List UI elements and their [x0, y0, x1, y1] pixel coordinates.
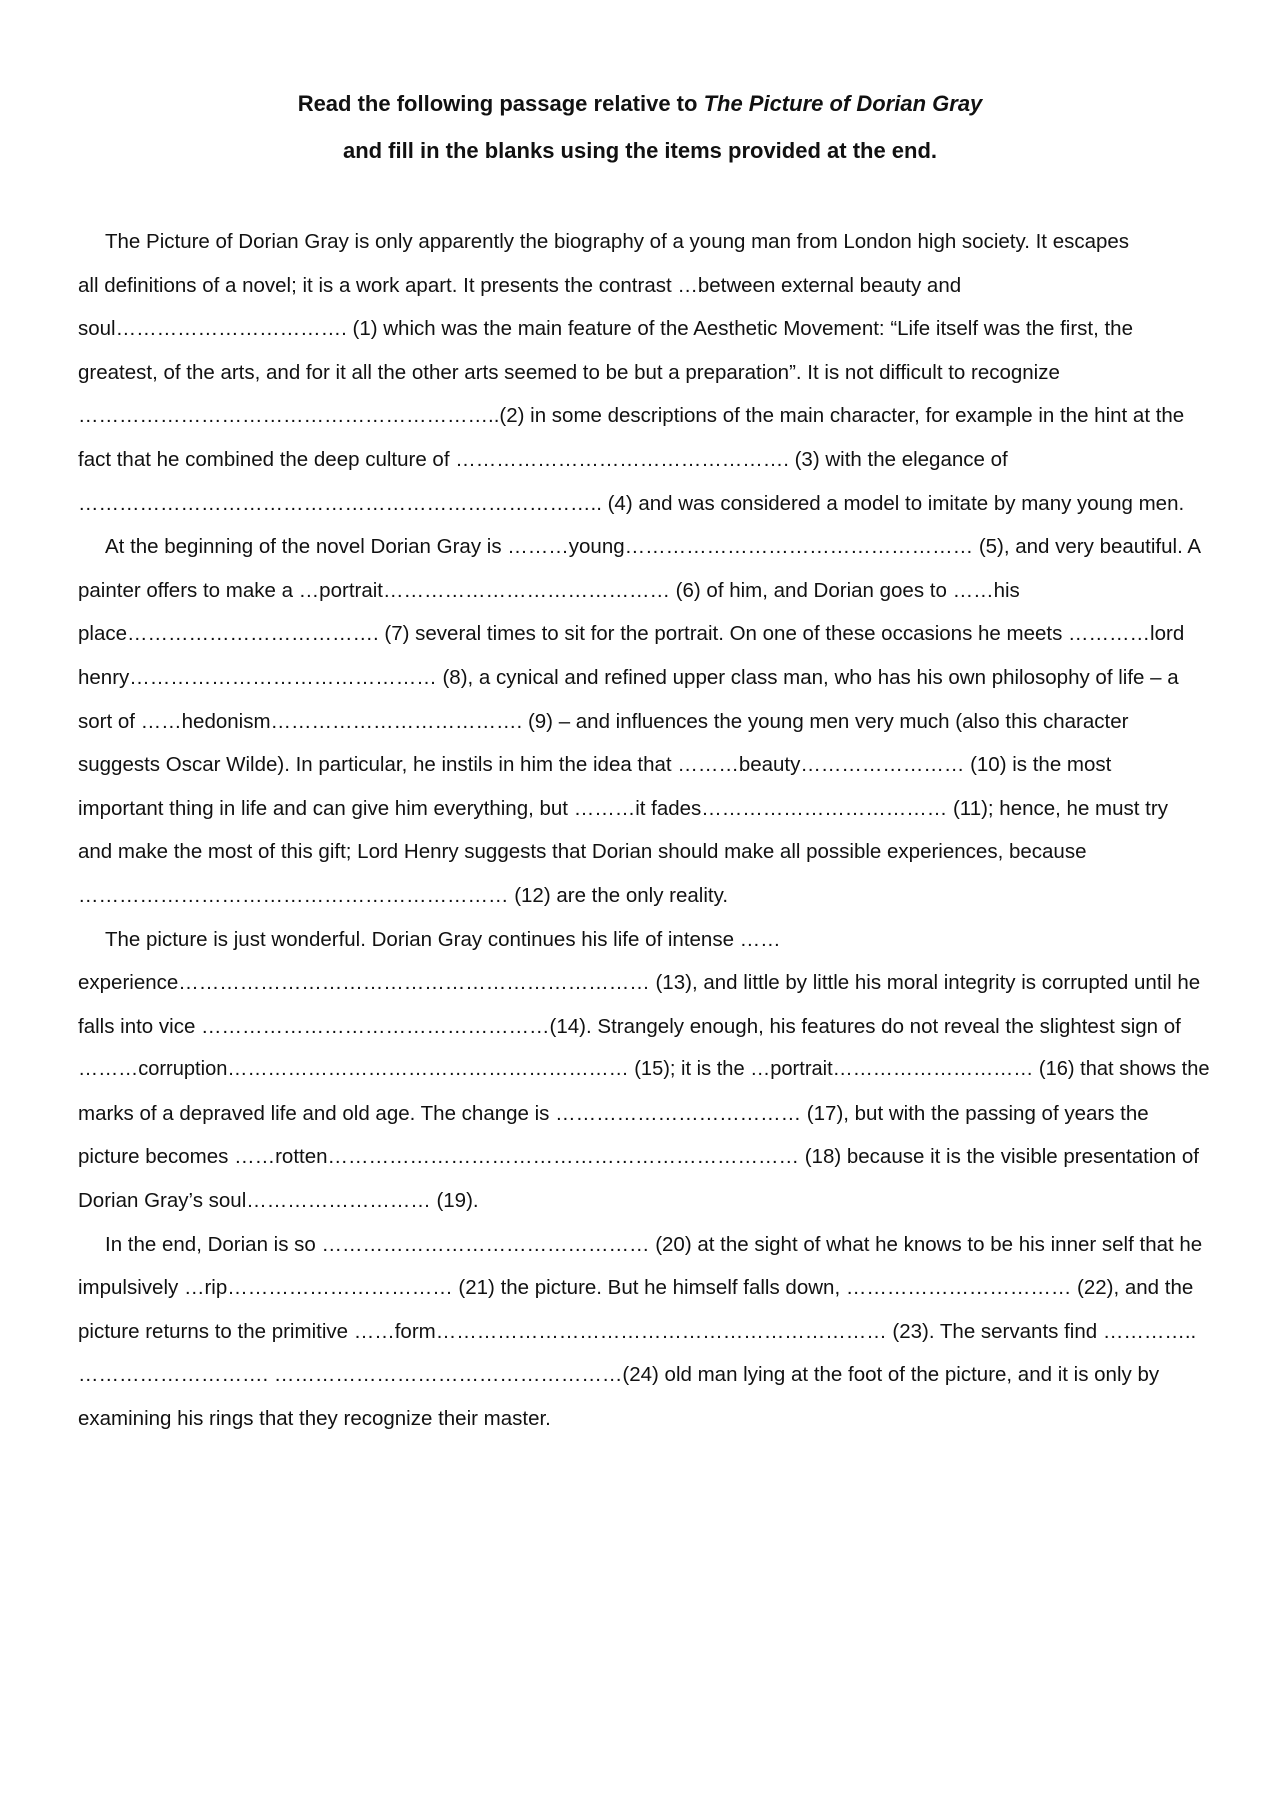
- passage-line: In the end, Dorian is so ………………………………………… (20) at the sight of what he knows to be his inner self that he: [105, 1232, 1203, 1256]
- passage-line: painter offers to make a …portrait…………………………………… (6) of him, and Dorian goes to ……his: [78, 578, 1020, 602]
- passage-line: important thing in life and can give him everything, but ………it fades……………………………… (11); hence, he must try: [78, 796, 1168, 820]
- passage-line: falls into vice ……………………………………………(14). Strangely enough, his features do not reveal the slightest sign of: [78, 1014, 1181, 1038]
- paragraph-1: [78, 220, 1202, 525]
- passage-line: impulsively …rip…………………………… (21) the picture. But he himself falls down, …………………………… (22), and the: [78, 1276, 1194, 1300]
- passage-line: experience…………………………………………………………… (13), and little by little his moral integrity is corrupted until he: [78, 971, 1201, 995]
- passage-line: all definitions of a novel; it is a work apart. It presents the contrast …between external beauty and: [78, 273, 962, 297]
- passage-line: sort of ……hedonism………………………………. (9) – and influences the young men very much (also this character: [78, 709, 1129, 733]
- passage-line: suggests Oscar Wilde). In particular, he instils in him the idea that ………beauty…………………… (10) is the most: [78, 753, 1112, 777]
- paragraph-4: [78, 1223, 1202, 1441]
- passage-line: ………corruption…………………………………………………… (15); it is the …portrait………………………… (16) that shows the: [78, 1058, 1210, 1081]
- passage-line: soul……………………………. (1) which was the main feature of the Aesthetic Movement: “Life itself was the first, the: [78, 317, 1133, 341]
- passage: [78, 220, 1210, 1441]
- passage-line: greatest, of the arts, and for it all the other arts seemed to be but a preparation”. It is not difficult to recognize: [78, 360, 1060, 384]
- title-line-1: [78, 80, 1202, 127]
- passage-line: The picture is just wonderful. Dorian Gray continues his life of intense ……: [105, 927, 781, 951]
- paragraph-2: [78, 525, 1202, 917]
- paragraph-3: [78, 918, 1210, 1223]
- passage-line: picture returns to the primitive ……form………………………………………………………… (23). The servants find …………..: [78, 1319, 1197, 1343]
- passage-line: henry……………………………………… (8), a cynical and refined upper class man, who has his own philosophy of life – a: [78, 665, 1179, 689]
- passage-line: ………………………. ……………………………………………(24) old man lying at the foot of the picture, and it is only by: [78, 1363, 1160, 1387]
- passage-line: picture becomes ……rotten…………………………………………………………… (18) because it is the visible presentation of: [78, 1145, 1199, 1169]
- passage-line: place………………………………. (7) several times to sit for the portrait. On one of these occasions he meets …………lord: [78, 622, 1185, 646]
- book-title: The Picture of Dorian Gray: [703, 91, 983, 116]
- passage-line: and make the most of this gift; Lord Henry suggests that Dorian should make all possible experiences, because: [78, 840, 1087, 864]
- title-line-2: and fill in the blanks using the items provided at the end.: [342, 138, 938, 163]
- passage-line: ……………………………………………………..(2) in some descriptions of the main character, for example in the hint at the: [78, 404, 1185, 428]
- passage-line: ……………………………………………………… (12) are the only reality.: [78, 883, 729, 907]
- title-prefix: Read the following passage relative to: [297, 91, 704, 116]
- passage-line: examining his rings that they recognize their master.: [78, 1407, 551, 1431]
- passage-line: ………………………………………………………………….. (4) and was considered a model to imitate by many young men.: [78, 491, 1185, 515]
- worksheet-title: [78, 80, 1202, 174]
- passage-line: The Picture of Dorian Gray is only apparently the biography of a young man from London high society. It escapes: [105, 230, 1130, 253]
- passage-line: marks of a depraved life and old age. The change is ……………………………… (17), but with the passing of years the: [78, 1101, 1149, 1125]
- passage-line: fact that he combined the deep culture of …………………………………………. (3) with the elegance of: [78, 447, 1008, 471]
- passage-line: Dorian Gray’s soul……………………… (19).: [78, 1189, 479, 1213]
- passage-line: At the beginning of the novel Dorian Gray is ………young…………………………………………… (5), and very beautiful. A: [105, 535, 1202, 559]
